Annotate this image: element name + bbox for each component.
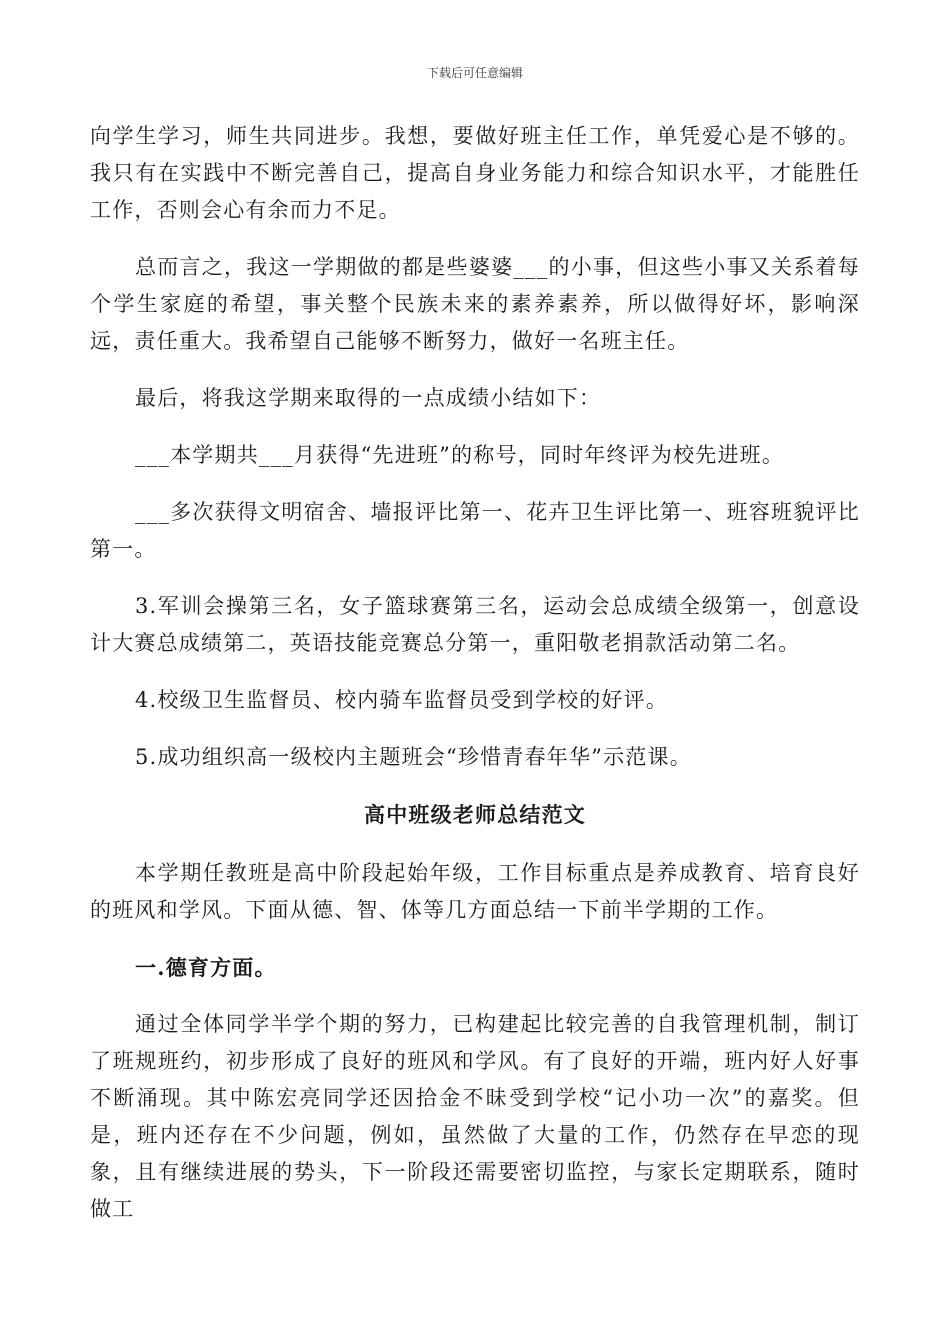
section-title: 高中班级老师总结范文 xyxy=(364,802,586,827)
document-body xyxy=(90,118,860,1248)
paragraph-intro: 本学期任教班是高中阶段起始年级，工作目标重点是养成教育、培育良好的班风和学风。下面从德、智、体等几方面总结一下前半学期的工作。 xyxy=(90,861,860,922)
list-item-5: 5.成功组织高一级校内主题班会“珍惜青春年华”示范课。 xyxy=(135,745,692,769)
paragraph-results-intro: 最后，将我这学期来取得的一点成绩小结如下： xyxy=(135,386,602,410)
page-header: 下载后可任意编辑 xyxy=(426,66,523,80)
list-item-3: 3.军训会操第三名，女子篮球赛第三名，运动会总成绩全级第一，创意设计大赛总成绩第二，英语技能竞赛总分第一，重阳敬老捐款活动第二名。 xyxy=(90,594,860,655)
list-item-1: ___本学期共___月获得“先进班”的称号，同时年终评为校先进班。 xyxy=(135,443,785,467)
paragraph-moral-education: 通过全体同学半学个期的努力，已构建起比较完善的自我管理机制，制订了班规班约，初步形成了良好的班风和学风。有了良好的开端，班内好人好事不断涌现。其中陈宏亮同学还因拾金不昧受到学校“记小功一次”的嘉奖。但是，班内还存在不少问题，例如，虽然做了大量的工作，仍然存在早恋的现象，且有继续进展的势头，下一阶段还需要密切监控，与家长定期联系，随时做工 xyxy=(90,1012,860,1221)
paragraph-continued: 向学生学习，师生共同进步。我想，要做好班主任工作，单凭爱心是不够的。我只有在实践中不断完善自己，提高自身业务能力和综合知识水平，才能胜任工作，否则会心有余而力不足。 xyxy=(90,124,860,222)
paragraph-summary: 总而言之，我这一学期做的都是些婆婆___的小事，但这些小事又关系着每个学生家庭的希望，事关整个民族未来的素养素养，所以做得好坏，影响深远，责任重大。我希望自己能够不断努力，做好一名班主任。 xyxy=(90,255,860,353)
subheading-moral-education: 一.德育方面。 xyxy=(135,955,277,980)
list-item-2: ___多次获得文明宿舍、墙报评比第一、花卉卫生评比第一、班容班貌评比第一。 xyxy=(90,500,860,561)
list-item-4: 4.校级卫生监督员、校内骑车监督员受到学校的好评。 xyxy=(135,688,669,712)
